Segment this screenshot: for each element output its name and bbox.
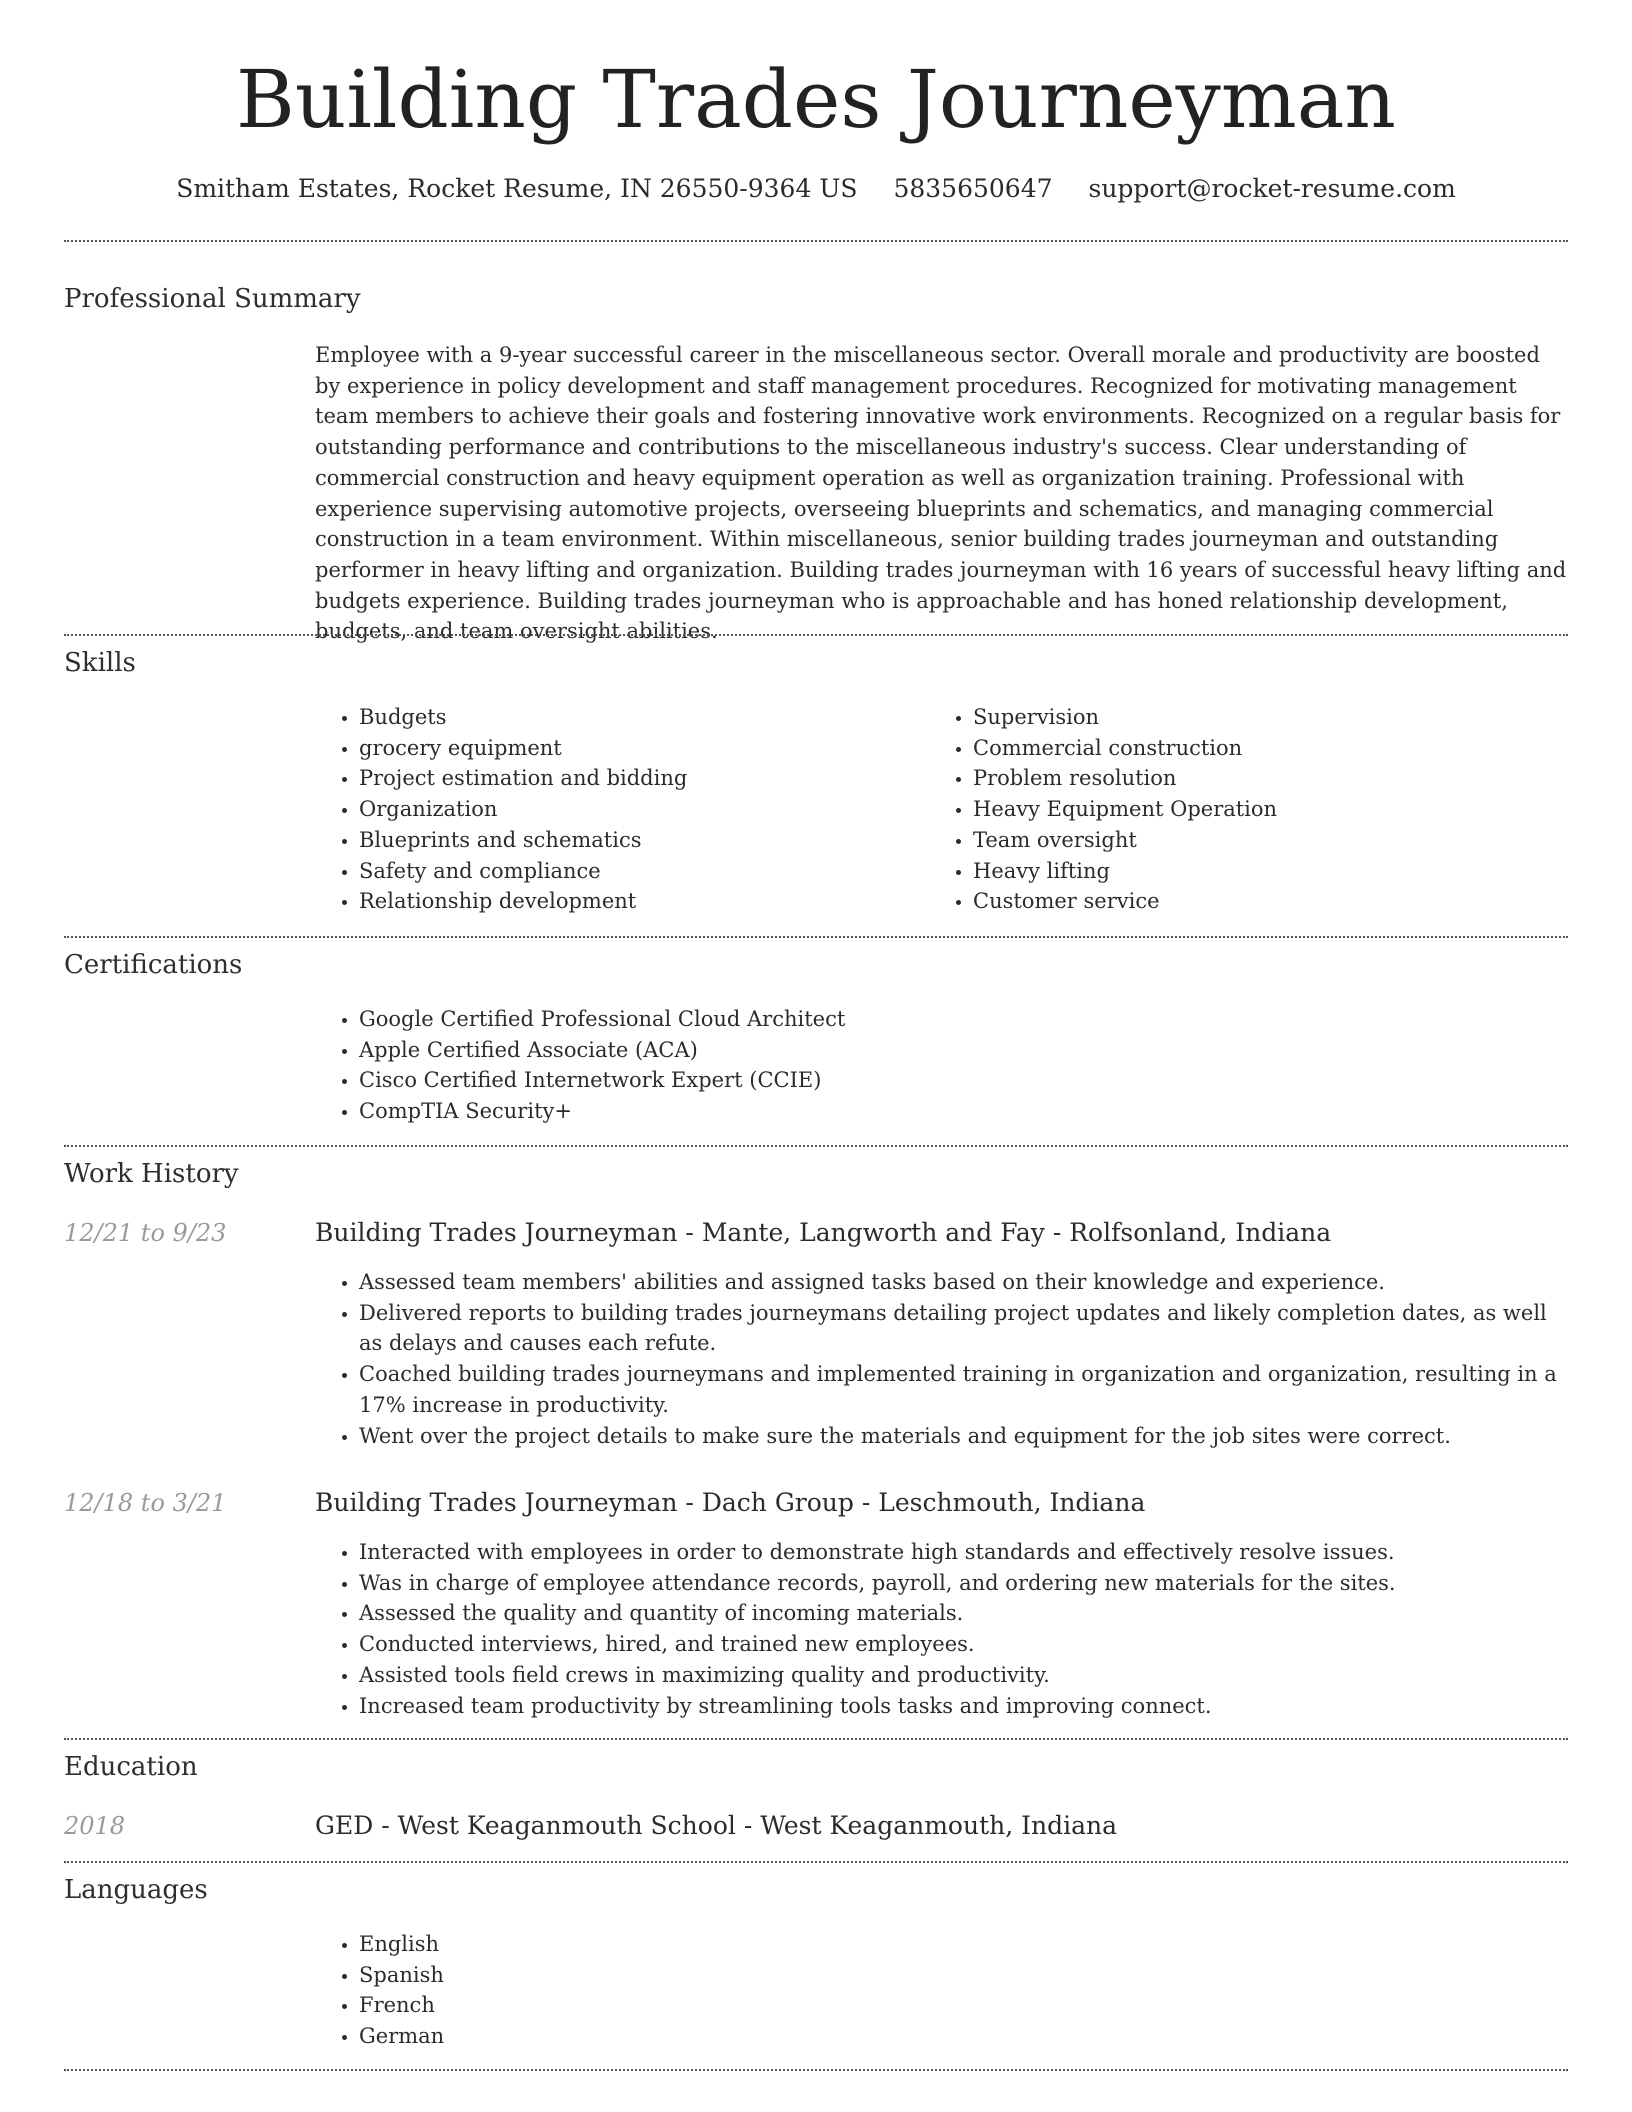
job-bullets [315, 1537, 1569, 1721]
section-title-summary: Professional Summary [64, 284, 361, 314]
education-entry: GED - West Keaganmouth School - West Keaganmouth, Indiana [315, 1811, 1117, 1840]
skills-list-left [315, 702, 919, 917]
section-title-education: Education [64, 1752, 198, 1782]
language-item: • French [359, 1990, 959, 2021]
summary-text: Employee with a 9-year successful career in the miscellaneous sector. Overall morale and productivity are boosted by experience in policy development and staff management procedures. Recognized for motivating management team members to achieve their goals and fostering innovative work environments. Recognized on a regular basis for outstanding performance and contributions to the miscellaneous industry's success. Clear understanding of commercial construction and heavy equipment operation as well as organization training. Professional with experience supervising automotive projects, overseeing blueprints and schematics, and managing commercial construction in a team environment. Within miscellaneous, senior building trades journeyman and outstanding performer in heavy lifting and organization. Building trades journeyman with 16 years of successful heavy lifting and budgets experience. Building trades journeyman who is approachable and has honed relationship development, budgets, and team oversight abilities. [315, 343, 1567, 644]
skill-item: • Problem resolution [973, 763, 1533, 794]
section-title-certifications: Certifications [64, 950, 243, 980]
certification-item: • Apple Certified Associate (ACA) [359, 1035, 1559, 1066]
job-bullet: • Was in charge of employee attendance records, payroll, and ordering new materials for the sites. [359, 1568, 1569, 1599]
divider-header [64, 240, 1568, 242]
candidate-name: Building Trades Journeyman [236, 53, 1396, 146]
job-bullet: • Assisted tools field crews in maximizing quality and productivity. [359, 1660, 1569, 1691]
divider-summary [64, 634, 1568, 636]
skill-item: • grocery equipment [359, 733, 919, 764]
contact-address: Smitham Estates, Rocket Resume, IN 26550-9364 US [176, 174, 858, 203]
job-bullet: • Conducted interviews, hired, and trained new employees. [359, 1629, 1569, 1660]
language-item: • German [359, 2021, 959, 2052]
skill-item: • Organization [359, 794, 919, 825]
job-bullet: • Assessed the quality and quantity of incoming materials. [359, 1598, 1569, 1629]
skill-item: • Heavy Equipment Operation [973, 794, 1533, 825]
divider-work-history [64, 1738, 1568, 1740]
job-bullet: • Interacted with employees in order to demonstrate high standards and effectively resolve issues. [359, 1537, 1569, 1568]
job-bullet: • Increased team productivity by streamlining tools tasks and improving connect. [359, 1691, 1569, 1722]
divider-languages [64, 2069, 1568, 2071]
section-title-work-history: Work History [64, 1159, 239, 1189]
skill-item: • Commercial construction [973, 733, 1533, 764]
education-year: 2018 [64, 1812, 126, 1840]
languages-list [315, 1929, 959, 2052]
job-dates: 12/21 to 9/23 [64, 1219, 227, 1247]
skills-list-right [929, 702, 1533, 917]
job-heading: Building Trades Journeyman - Mante, Langworth and Fay - Rolfsonland, Indiana [315, 1218, 1332, 1247]
skill-item: • Supervision [973, 702, 1533, 733]
skill-item: • Team oversight [973, 825, 1533, 856]
skill-item: • Customer service [973, 886, 1533, 917]
language-item: • English [359, 1929, 959, 1960]
section-title-languages: Languages [64, 1875, 208, 1905]
skill-item: • Budgets [359, 702, 919, 733]
language-item: • Spanish [359, 1960, 959, 1991]
job-bullet: • Assessed team members' abilities and assigned tasks based on their knowledge and experience. [359, 1267, 1569, 1298]
contact-email: support@rocket-resume.com [1088, 174, 1456, 203]
section-title-skills: Skills [64, 648, 136, 678]
certifications-list [315, 1004, 1559, 1127]
job-bullet: • Coached building trades journeymans and implemented training in organization and organization, resulting in a 17% increase in productivity. [359, 1359, 1569, 1420]
skill-item: • Blueprints and schematics [359, 825, 919, 856]
job-bullets [315, 1267, 1569, 1451]
contact-phone: 5835650647 [893, 174, 1053, 203]
skill-item: • Safety and compliance [359, 856, 919, 887]
certification-item: • Cisco Certified Internetwork Expert (CCIE) [359, 1065, 1559, 1096]
job-heading: Building Trades Journeyman - Dach Group - Leschmouth, Indiana [315, 1488, 1146, 1517]
contact-line [0, 172, 1632, 206]
divider-certifications [64, 1145, 1568, 1147]
job-bullet: • Went over the project details to make sure the materials and equipment for the job sites were correct. [359, 1421, 1569, 1452]
divider-skills [64, 936, 1568, 938]
skill-item: • Project estimation and bidding [359, 763, 919, 794]
job-bullet: • Delivered reports to building trades journeymans detailing project updates and likely completion dates, as well as delays and causes each refute. [359, 1298, 1569, 1359]
job-dates: 12/18 to 3/21 [64, 1489, 227, 1517]
divider-education [64, 1861, 1568, 1863]
skill-item: • Relationship development [359, 886, 919, 917]
skill-item: • Heavy lifting [973, 856, 1533, 887]
certification-item: • CompTIA Security+ [359, 1096, 1559, 1127]
certification-item: • Google Certified Professional Cloud Architect [359, 1004, 1559, 1035]
